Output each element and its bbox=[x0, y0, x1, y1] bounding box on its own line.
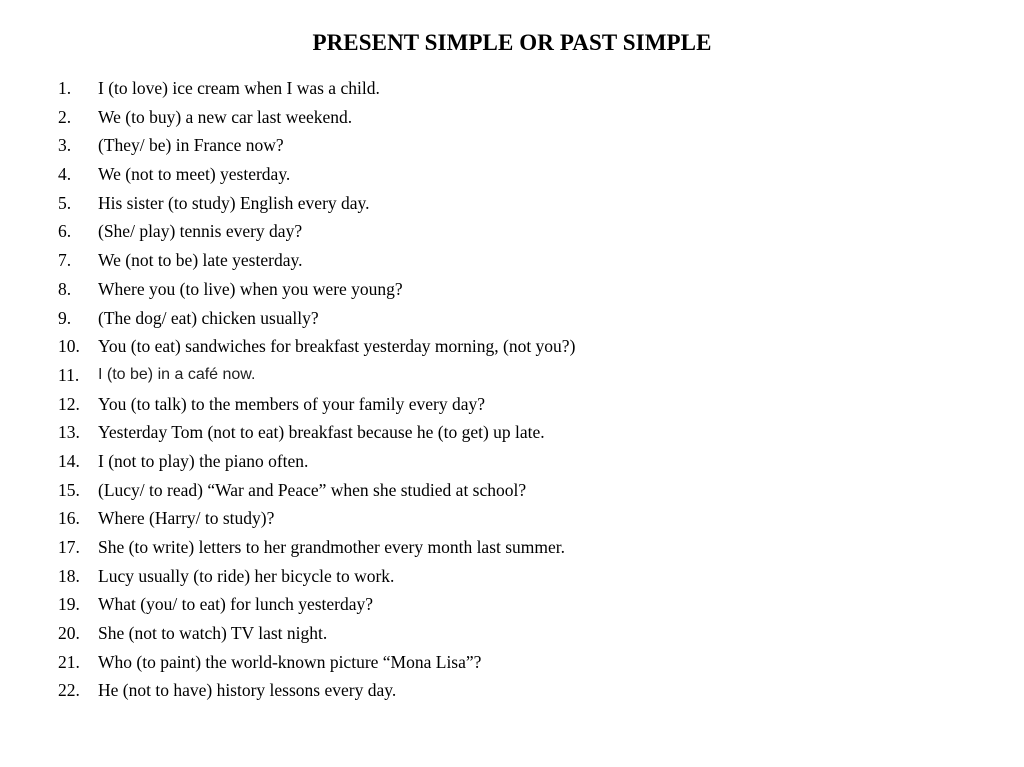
item-number: 6. bbox=[58, 221, 72, 242]
item-text: I (not to play) the piano often. bbox=[98, 450, 309, 471]
page-title: PRESENT SIMPLE OR PAST SIMPLE bbox=[312, 30, 712, 55]
item-text: (The dog/ eat) chicken usually? bbox=[98, 307, 319, 328]
item-text: We (not to meet) yesterday. bbox=[98, 164, 291, 185]
item-text: Where (Harry/ to study)? bbox=[98, 508, 275, 529]
item-number: 15. bbox=[58, 479, 80, 500]
item-number: 5. bbox=[58, 192, 72, 213]
item-number: 14. bbox=[58, 450, 80, 471]
item-number: 16. bbox=[58, 508, 80, 529]
item-number: 7. bbox=[58, 250, 72, 271]
item-text: What (you/ to eat) for lunch yesterday? bbox=[98, 594, 374, 615]
item-text: He (not to have) history lessons every day. bbox=[98, 680, 397, 701]
item-text: She (to write) letters to her grandmother every month last summer. bbox=[98, 537, 566, 557]
item-text: I (to be) in a café now. bbox=[98, 365, 256, 383]
item-number: 22. bbox=[58, 680, 80, 701]
item-number: 10. bbox=[58, 336, 80, 357]
item-number: 17. bbox=[58, 537, 80, 557]
item-number: 20. bbox=[58, 623, 80, 644]
item-text: Who (to paint) the world-known picture “Mona Lisa”? bbox=[98, 651, 482, 672]
item-number: 18. bbox=[58, 565, 80, 586]
item-number: 9. bbox=[58, 307, 72, 328]
item-text: (Lucy/ to read) “War and Peace” when she studied at school? bbox=[98, 479, 527, 500]
item-text: Where you (to live) when you were young? bbox=[98, 278, 403, 299]
item-number: 11. bbox=[58, 364, 80, 385]
item-number: 1. bbox=[58, 78, 72, 98]
item-number: 13. bbox=[58, 422, 80, 443]
item-number: 21. bbox=[58, 651, 80, 672]
item-text: Yesterday Tom (not to eat) breakfast because he (to get) up late. bbox=[98, 422, 545, 443]
item-text: (They/ be) in France now? bbox=[98, 135, 284, 156]
item-text: You (to eat) sandwiches for breakfast yesterday morning, (not you?) bbox=[98, 336, 576, 357]
item-text: She (not to watch) TV last night. bbox=[98, 623, 328, 644]
item-text: We (to buy) a new car last weekend. bbox=[98, 106, 353, 127]
item-number: 12. bbox=[58, 393, 80, 414]
item-text: You (to talk) to the members of your family every day? bbox=[98, 393, 486, 414]
item-text: We (not to be) late yesterday. bbox=[98, 250, 303, 271]
item-number: 2. bbox=[58, 106, 72, 127]
item-text: (She/ play) tennis every day? bbox=[98, 221, 303, 242]
item-text: His sister (to study) English every day. bbox=[98, 192, 370, 213]
item-number: 3. bbox=[58, 135, 72, 156]
item-text: Lucy usually (to ride) her bicycle to work. bbox=[98, 565, 395, 586]
item-number: 4. bbox=[58, 164, 72, 185]
item-number: 8. bbox=[58, 278, 72, 299]
item-text: I (to love) ice cream when I was a child. bbox=[98, 78, 380, 98]
item-number: 19. bbox=[58, 594, 80, 615]
